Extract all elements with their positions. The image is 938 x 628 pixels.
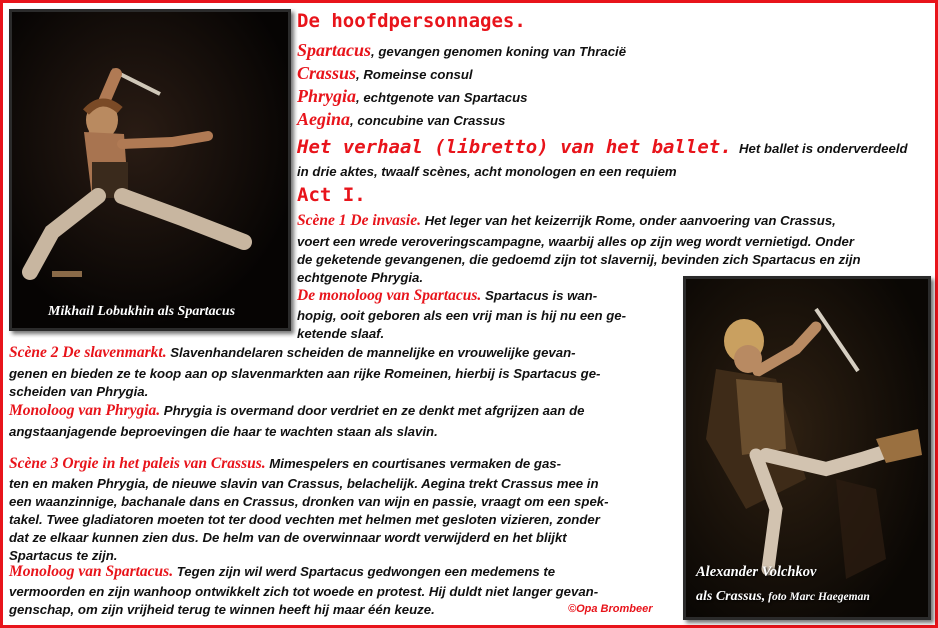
photo-crassus-caption-role: als Crassus, bbox=[696, 589, 766, 604]
scene1-text: Het leger van het keizerrijk Rome, onder aanvoering van Crassus, bbox=[420, 213, 836, 228]
scene3-title: Scène 3 Orgie in het paleis van Crassus. bbox=[9, 455, 266, 472]
scene2-line-1 bbox=[9, 344, 576, 362]
copyright-text: ©Opa Brombeer bbox=[568, 603, 653, 615]
scene1-line-2: voert een wrede veroveringscampagne, waarbij alles op zijn weg wordt vernietigd. Onder bbox=[297, 234, 854, 249]
monologue1-line-2: hopig, ooit geboren als een vrij man is hij nu een ge- bbox=[297, 308, 627, 323]
character-name: Phrygia bbox=[297, 86, 357, 106]
monologue1-title: De monoloog van Spartacus. bbox=[297, 287, 482, 304]
monologue1-line-1 bbox=[297, 287, 597, 305]
monologue-phrygia-line-1 bbox=[9, 402, 584, 420]
scene2-line-2: genen en bieden ze te koop aan op slavenmarkten aan rijke Romeinen, hierbij is Spartacus ge- bbox=[9, 366, 601, 381]
photo-crassus-caption-line2 bbox=[696, 589, 870, 605]
character-name: Spartacus bbox=[297, 40, 372, 60]
scene3-line-1 bbox=[9, 455, 561, 473]
scene2-title: Scène 2 De slavenmarkt. bbox=[9, 344, 167, 361]
scene3-line-5: dat ze elkaar kunnen zien dus. De helm van de overwinnaar wordt verwijderd en het blijkt bbox=[9, 530, 567, 545]
character-phrygia bbox=[297, 86, 528, 107]
character-desc: , Romeinse consul bbox=[356, 67, 473, 82]
monologue2-line-1 bbox=[9, 563, 555, 581]
character-desc: , concubine van Crassus bbox=[350, 113, 506, 128]
scene1-line-4: echtgenote Phrygia. bbox=[297, 270, 424, 285]
monologue2-text: Tegen zijn wil werd Spartacus gedwongen een medemens te bbox=[173, 564, 556, 579]
character-crassus bbox=[297, 63, 473, 84]
scene1-line-1 bbox=[297, 212, 836, 230]
scene1-line-3: de geketende gevangenen, die gedoemd zijn tot slavernij, bevinden zich Spartacus en zijn bbox=[297, 252, 861, 267]
scene3-line-2: ten en maken Phrygia, de nieuwe slavin van Crassus, belachelijk. Aegina trekt Crassus mee in bbox=[9, 476, 599, 491]
libretto-intro-1: Het ballet is onderverdeeld bbox=[739, 141, 908, 156]
character-name: Crassus bbox=[297, 63, 357, 83]
character-desc: , gevangen genomen koning van Thracië bbox=[371, 44, 627, 59]
character-desc: , echtgenote van Spartacus bbox=[356, 90, 528, 105]
monologue2-line-2: vermoorden en zijn wanhoop ontwikkelt zich tot woede en protest. Hij duldt niet langer gevan- bbox=[9, 584, 599, 599]
character-aegina bbox=[297, 109, 505, 130]
dancer-spartacus-illustration bbox=[12, 12, 288, 328]
act-heading: Act I. bbox=[297, 184, 366, 206]
character-name: Aegina bbox=[297, 109, 351, 129]
monologue2-title: Monoloog van Spartacus. bbox=[9, 563, 174, 580]
scene2-text: Slavenhandelaren scheiden de mannelijke en vrouwelijke gevan- bbox=[166, 345, 576, 360]
scene3-line-4: takel. Twee gladiatoren moeten tot ter dood vechten met helmen met gesloten vizieren, zonder bbox=[9, 512, 600, 527]
photo-crassus-credit: foto Marc Haegeman bbox=[765, 591, 870, 603]
monologue-phrygia-line-2: angstaanjagende beproevingen die haar te wachten staan als slavin. bbox=[9, 424, 438, 439]
photo-spartacus bbox=[9, 9, 291, 331]
scene2-line-3: scheiden van Phrygia. bbox=[9, 384, 149, 399]
monologue1-line-3: ketende slaaf. bbox=[297, 326, 385, 341]
scene1-title: Scène 1 De invasie. bbox=[297, 212, 421, 229]
monologue-phrygia-text: Phrygia is overmand door verdriet en ze denkt met afgrijzen aan de bbox=[160, 403, 585, 418]
libretto-heading: Het verhaal (libretto) van het ballet. bbox=[297, 136, 732, 158]
photo-crassus-caption-line1: Alexander Volchkov bbox=[696, 564, 817, 580]
scene3-line-3: een waanzinnige, bachanale dans en Crassus, dronken van wijn en passie, vraagt om een spek- bbox=[9, 494, 609, 509]
photo-crassus bbox=[683, 276, 931, 620]
monologue2-line-3: genschap, om zijn vrijheid terug te winnen heeft hij maar één keuze. bbox=[9, 602, 435, 617]
libretto-heading-line bbox=[297, 136, 908, 158]
scene3-text: Mimespelers en courtisanes vermaken de gas- bbox=[265, 456, 562, 471]
libretto-intro-2: in drie aktes, twaalf scènes, acht monologen en een requiem bbox=[297, 164, 677, 179]
character-spartacus bbox=[297, 40, 626, 61]
scene3-line-6: Spartacus te zijn. bbox=[9, 548, 118, 563]
monologue-phrygia-title: Monoloog van Phrygia. bbox=[9, 402, 161, 419]
photo-spartacus-caption: Mikhail Lobukhin als Spartacus bbox=[48, 304, 236, 319]
page-title: De hoofdpersonnages. bbox=[297, 10, 526, 32]
monologue1-text: Spartacus is wan- bbox=[481, 288, 598, 303]
